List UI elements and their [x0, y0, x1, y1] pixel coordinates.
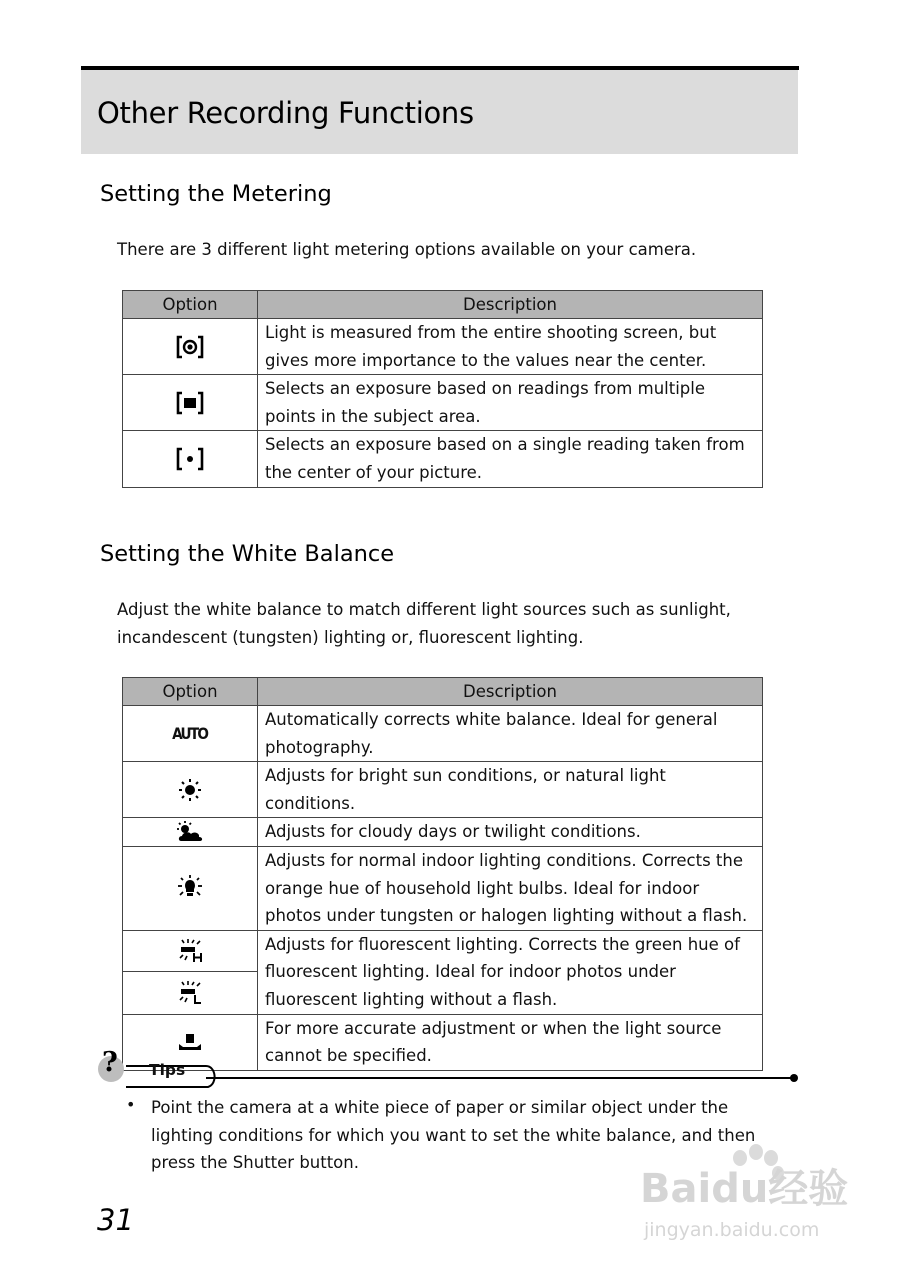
option-cell [123, 818, 258, 847]
white-balance-heading: Setting the White Balance [100, 541, 395, 567]
cloudy-icon [176, 820, 204, 844]
center-weighted-metering-icon [175, 334, 205, 360]
fluorescent-h-icon [176, 939, 204, 963]
option-cell [123, 319, 258, 375]
page-number: 31 [97, 1203, 134, 1237]
table-row [123, 431, 763, 487]
watermark-brand: Baidu经验 [640, 1166, 849, 1212]
custom-wb-icon [176, 1031, 204, 1053]
watermark-url: jingyan.baidu.com [644, 1219, 820, 1241]
auto-wb-icon: AUTO [172, 723, 208, 743]
option-cell [123, 930, 258, 971]
table-row [123, 930, 763, 971]
option-cell [123, 846, 258, 930]
col-option-header: Option [123, 291, 258, 319]
baidu-watermark [640, 1140, 860, 1245]
question-mark-icon: ? [102, 1047, 118, 1078]
option-cell [123, 431, 258, 487]
description-cell: Adjusts for bright sun conditions, or natural light conditions. [258, 762, 763, 818]
title-banner [81, 70, 798, 154]
metering-intro: There are 3 different light metering options available on your camera. [117, 240, 697, 259]
tips-divider [120, 1060, 805, 1092]
description-cell: Adjusts for cloudy days or twilight conditions. [258, 818, 763, 847]
tungsten-icon [176, 875, 204, 901]
table-row [123, 375, 763, 431]
white-balance-intro: Adjust the white balance to match different light sources such as sunlight, incandescent (tungsten) lighting or, fluorescent lighting. [117, 600, 731, 647]
description-cell: Adjusts for fluorescent lighting. Corrects the green hue of fluorescent lighting. Ideal for indoor photos under fluorescent lighting without a flash. [258, 930, 763, 1014]
col-description-header: Description [258, 678, 763, 706]
table-header-row [123, 678, 763, 706]
table-header-row [123, 291, 763, 319]
white-balance-table [122, 677, 763, 1071]
bullet-icon: • [126, 1095, 136, 1114]
description-cell: Selects an exposure based on a single reading taken from the center of your picture. [258, 431, 763, 487]
table-row [123, 818, 763, 847]
table-row [123, 762, 763, 818]
option-cell [123, 972, 258, 1014]
col-option-header: Option [123, 678, 258, 706]
multi-metering-icon [175, 390, 205, 416]
tips-label: Tips [149, 1061, 186, 1079]
description-cell: For more accurate adjustment or when the light source cannot be specified. [258, 1014, 763, 1070]
option-cell [123, 762, 258, 818]
metering-heading: Setting the Metering [100, 181, 332, 207]
col-description-header: Description [258, 291, 763, 319]
tips-text: Point the camera at a white piece of paper or similar object under the lighting conditions for which you want to set the white balance, and then press the Shutter button. [151, 1098, 756, 1172]
description-cell: Selects an exposure based on readings from multiple points in the subject area. [258, 375, 763, 431]
description-cell: Adjusts for normal indoor lighting conditions. Corrects the orange hue of household light bulbs. Ideal for indoor photos under tungsten or halogen lighting without a flash. [258, 846, 763, 930]
daylight-icon [177, 778, 203, 802]
fluorescent-l-icon [176, 981, 204, 1005]
option-cell [123, 706, 258, 762]
table-row [123, 319, 763, 375]
description-cell: Light is measured from the entire shooting screen, but gives more importance to the values near the center. [258, 319, 763, 375]
table-row [123, 846, 763, 930]
spot-metering-icon [175, 446, 205, 472]
description-cell: Automatically corrects white balance. Ideal for general photography. [258, 706, 763, 762]
option-cell [123, 375, 258, 431]
metering-table [122, 290, 763, 488]
page-title: Other Recording Functions [97, 96, 474, 130]
table-row [123, 706, 763, 762]
